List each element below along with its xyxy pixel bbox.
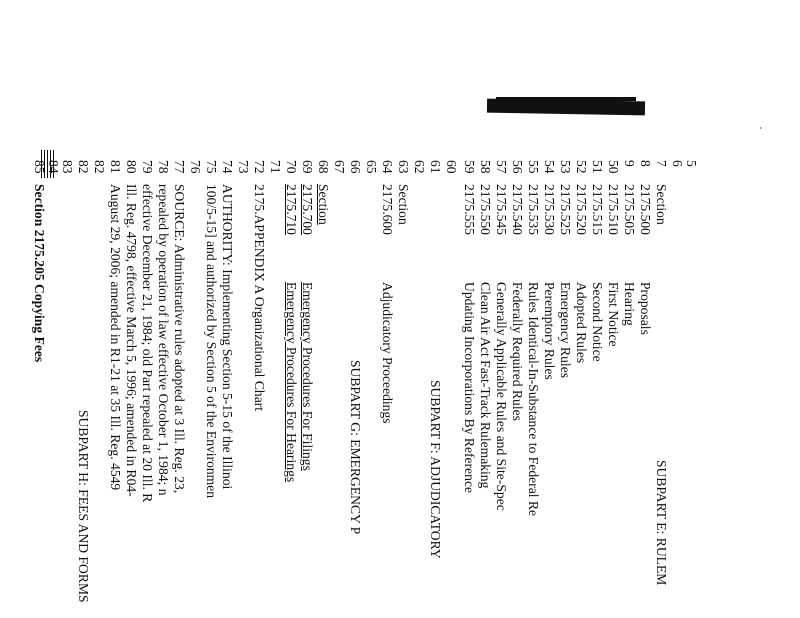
line-number: 81 (108, 160, 123, 174)
line-number: 6 (670, 160, 685, 167)
line-number: 9 (622, 160, 637, 167)
line-number: 51 (590, 160, 605, 174)
line-number: 58 (478, 160, 493, 174)
line-number: 67 (332, 160, 347, 174)
section-title: Updating Incorporations By Reference (462, 282, 477, 494)
line-number: 69 (300, 160, 315, 174)
line-number: 73 (236, 160, 251, 174)
line-number: 56 (510, 160, 525, 174)
line-number: 68 (316, 160, 331, 174)
line-number: 71 (268, 160, 283, 174)
source-line: August 29, 2006; amended in R1-21 at 35 Ill. Reg. 4549 (108, 184, 123, 491)
line-number: 80 (124, 160, 139, 174)
line-number: 53 (558, 160, 573, 174)
line-number: 63 (396, 160, 411, 174)
line-number: 76 (188, 160, 203, 174)
line-number: 70 (284, 160, 299, 174)
line-number: 61 (428, 160, 443, 174)
redaction-mark (496, 97, 636, 101)
section-title: Clean Air Act Fast-Track Rulemaking (478, 282, 493, 489)
section-title: Emergency Procedures For Hearings (284, 282, 299, 483)
section-number: 2175.545 (494, 184, 509, 235)
source-line: repealed by operation of law effective October 1, 1984; n (156, 184, 171, 496)
section-number: 2175.525 (558, 184, 573, 235)
line-number: 84 (46, 160, 61, 174)
section-label: Section (316, 184, 331, 225)
source-line: Ill. Reg. 4798, effective March 5, 1996; amended in R04- (124, 184, 139, 497)
section-number: 2175.710 (284, 184, 299, 235)
section-number: 2175.700 (300, 184, 315, 235)
section-number: 2175.600 (380, 184, 395, 235)
line-number: 79 (140, 160, 155, 174)
line-number: 85 (32, 160, 47, 174)
line-number: 62 (412, 160, 427, 174)
subpart-f-heading: SUBPART F: ADJUDICATORY (428, 380, 443, 559)
section-number: 2175.510 (606, 184, 621, 235)
line-number: 83 (60, 160, 75, 174)
subpart-h-heading: SUBPART H: FEES AND FORMS (76, 410, 91, 603)
line-number: 8 (638, 160, 653, 167)
scan-speck (760, 127, 762, 129)
section-label: Section (396, 184, 411, 225)
redaction-mark (487, 99, 645, 116)
line-number: 52 (574, 160, 589, 174)
line-number: 7 (654, 160, 669, 167)
line-number: 57 (494, 160, 509, 174)
line-number: 77 (172, 160, 187, 174)
section-title: Emergency Procedures For Filings (300, 282, 315, 471)
section-number: 2175.505 (622, 184, 637, 235)
line-number: 75 (204, 160, 219, 174)
authority-line: 100/5-15] and authorized by Section 5 of the Environmen (204, 184, 219, 499)
line-number: 72 (252, 160, 267, 174)
line-number: 65 (364, 160, 379, 174)
subpart-g-heading: SUBPART G: EMERGENCY P (348, 360, 363, 535)
section-number: 2175.515 (590, 184, 605, 235)
source-line: effective December 21, 1984; old Part repealed at 20 Ill. R (140, 184, 155, 503)
section-title: Proposals (638, 282, 653, 335)
section-number: 2175.530 (542, 184, 557, 235)
section-number: 2175.550 (478, 184, 493, 235)
section-title: Adopted Rules (574, 282, 589, 364)
line-number: 78 (156, 160, 171, 174)
line-number: 66 (348, 160, 363, 174)
rotated-text-block (32, 160, 700, 618)
section-number: 2175.500 (638, 184, 653, 235)
section-title: First Notice (606, 282, 621, 347)
section-title: Peremptory Rules (542, 282, 557, 380)
line-number: 60 (444, 160, 459, 174)
line-number: 74 (220, 160, 235, 174)
line-number: 59 (462, 160, 477, 174)
line-number: 64 (380, 160, 395, 174)
section-title: Emergency Rules (558, 282, 573, 379)
final-section-heading: Section 2175.205 Copying Fees (32, 184, 47, 363)
section-title: Generally Applicable Rules and Site-Spec (494, 282, 509, 511)
section-number: 2175.555 (462, 184, 477, 235)
section-title: Second Notice (590, 282, 605, 362)
line-number: 50 (606, 160, 621, 174)
line-number: 82 (92, 160, 107, 174)
line-number: 54 (542, 160, 557, 174)
source-line: SOURCE: Administrative rules adopted at 3 Ill. Reg. 23, (172, 184, 187, 494)
line-number: 55 (526, 160, 541, 174)
section-number: 2175.520 (574, 184, 589, 235)
section-number: 2175.540 (510, 184, 525, 235)
authority-line: AUTHORITY: Implementing Section 5-15 of the Illinoi (220, 184, 235, 490)
line-number: 82 (76, 160, 91, 174)
section-number: 2175.535 (526, 184, 541, 235)
section-title: Rules Identical-In-Substance to Federal Re (526, 282, 541, 517)
line-number: 5 (684, 160, 699, 167)
section-title: Federally Required Rules (510, 282, 525, 421)
subpart-e-heading: SUBPART E: RULEM (654, 460, 669, 586)
appendix-line: 2175.APPENDIX A Organizational Chart (252, 184, 267, 412)
section-label: Section (654, 184, 669, 225)
section-title: Adjudicatory Proceedings (380, 282, 395, 424)
section-title: Hearing (622, 282, 637, 326)
